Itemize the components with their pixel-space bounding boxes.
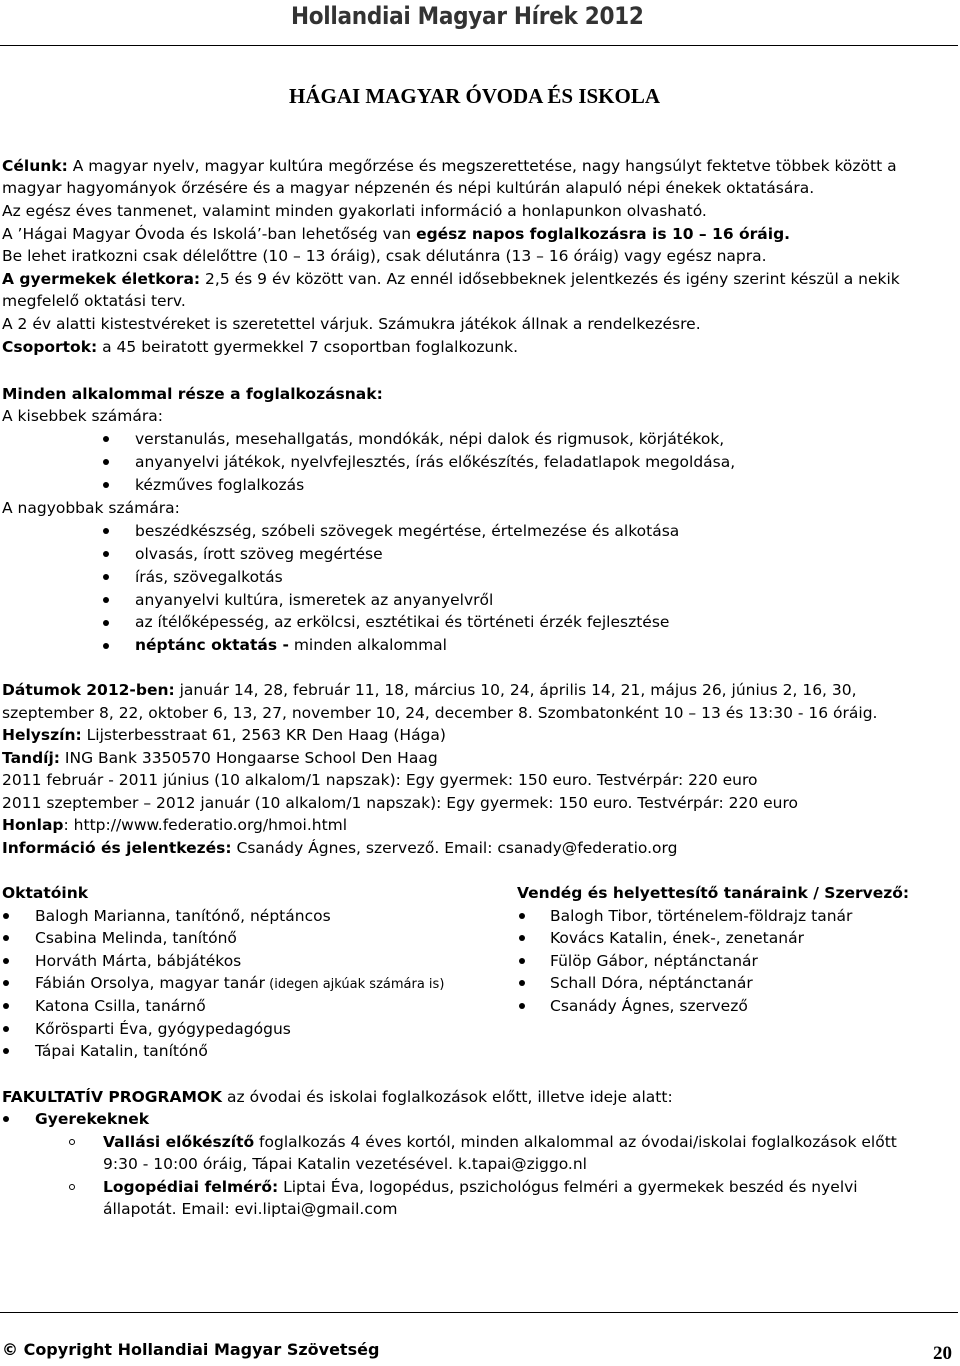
groups-line: Csoportok: a 45 beiratott gyermekkel 7 csoportban foglalkozunk. [2,338,519,356]
footer-divider [0,1312,958,1313]
optional-item-1-line-2: 9:30 - 10:00 óráig, Tápai Katalin vezetésével. k.tapai@ziggo.nl [103,1155,587,1173]
circle-bullet-icon [69,1139,75,1145]
list-item: néptánc oktatás - minden alkalommal [135,636,447,654]
bullet-icon [103,597,109,603]
bullet-icon [103,574,109,580]
guests-heading: Vendég és helyettesítő tanáraink / Szervező: [517,884,910,902]
bullet-icon [519,935,525,941]
teacher-item: Tápai Katalin, tanítónő [35,1042,208,1060]
bullet-icon [103,459,109,465]
list-item: kézműves foglalkozás [135,476,305,494]
list-item: olvasás, írott szöveg megértése [135,545,383,563]
fee-line: Tandíj: ING Bank 3350570 Hongaarse School Den Haag [2,749,438,767]
guest-item: Kovács Katalin, ének-, zenetanár [550,929,804,947]
teacher-item: Kőrösparti Éva, gyógypedagógus [35,1020,291,1038]
small-kids-label: A kisebbek számára: [2,407,163,425]
list-item: az ítélőképesség, az erkölcsi, esztétikai és történeti érzék fejlesztése [135,613,670,631]
circle-bullet-icon [69,1184,75,1190]
website-link[interactable]: : http://www.federatio.org/hmoi.html [63,816,348,834]
age-line: A gyermekek életkora: 2,5 és 9 év között van. Az ennél idősebbeknek jelentkezés és igény szerint készül a nekik [2,270,900,288]
bullet-icon [103,482,109,488]
teacher-item: Fábián Orsolya, magyar tanár (idegen ajkúak számára is) [35,974,445,992]
fee-line-1: 2011 február - 2011 június (10 alkalom/1 napszak): Egy gyermek: 150 euro. Testvérpár: 220 euro [2,771,758,789]
teachers-heading: Oktatóink [2,884,89,902]
enrol-line: Be lehet iratkozni csak délelőttre (10 – 13 óráig), csak délutánra (13 – 16 óráig) vagy egész napra. [2,247,767,265]
bullet-icon [103,528,109,534]
contact-label: Információ és jelentkezés: [2,839,232,857]
goal-label: Célunk: [2,157,68,175]
guest-item: Csanády Ágnes, szervező [550,997,748,1015]
guest-item: Balogh Tibor, történelem-földrajz tanár [550,907,853,925]
bullet-icon [103,436,109,442]
age-label: A gyermekek életkora: [2,270,201,288]
guest-item: Schall Dóra, néptánctanár [550,974,753,992]
dates-label: Dátumok 2012-ben: [2,681,175,699]
bullet-icon [519,913,525,919]
list-item: anyanyelvi játékok, nyelvfejlesztés, írás előkészítés, feladatlapok megoldása, [135,453,736,471]
bullet-icon [3,935,9,941]
list-item: anyanyelvi kultúra, ismeretek az anyanyelvről [135,591,494,609]
bullet-icon [519,1003,525,1009]
bullet-icon [103,643,109,649]
page-number: 20 [933,1343,952,1364]
kids-label: Gyerekeknek [35,1110,150,1128]
list-item: beszédkészség, szóbeli szövegek megértése, értelmezése és alkotása [135,522,680,540]
fullday-line: A ’Hágai Magyar Óvoda és Iskolá’-ban lehetőség van egész napos foglalkozásra is 10 – 16 óráig. [2,225,791,243]
guest-item: Fülöp Gábor, néptánctanár [550,952,758,970]
footer-copyright: © Copyright Hollandiai Magyar Szövetség [2,1340,380,1359]
optional-heading: FAKULTATÍV PROGRAMOK [2,1088,223,1106]
curriculum-line: Az egész éves tanmenet, valamint minden gyakorlati információ a honlapunkon olvasható. [2,202,707,220]
main-title: HÁGAI MAGYAR ÓVODA ÉS ISKOLA [289,84,661,108]
contact-line: Információ és jelentkezés: Csanády Ágnes, szervező. Email: csanady@federatio.org [2,839,678,857]
dates-line-2: szeptember 8, 22, oktober 6, 13, 27, november 10, 24, december 8. Szombatonként 10 – 13 és 13:30 - 16 óráig. [2,704,878,722]
place-label: Helyszín: [2,726,82,744]
teacher-item: Balogh Marianna, tanítónő, néptáncos [35,907,331,925]
optional-heading-line: FAKULTATÍV PROGRAMOK az óvodai és iskolai foglalkozások előtt, illetve ideje alatt: [2,1088,673,1106]
age-line-2: megfelelő oktatási terv. [2,292,186,310]
header-title: Hollandiai Magyar Hírek 2012 [291,2,644,30]
bullet-icon [3,1026,9,1032]
teacher-item: Katona Csilla, tanárnő [35,997,206,1015]
bullet-icon [519,958,525,964]
optional-item-2-line-2: állapotát. Email: evi.liptai@gmail.com [103,1200,398,1218]
bullet-icon [103,620,109,626]
place-line: Helyszín: Lijsterbesstraat 61, 2563 KR Den Haag (Hága) [2,726,446,744]
list-item: írás, szövegalkotás [135,568,283,586]
optional-item-1: Vallási előkészítő foglalkozás 4 éves kortól, minden alkalommal az óvodai/iskolai foglalkozások előtt [103,1133,897,1151]
header-divider [0,45,958,46]
goal-line-2: magyar hagyományok őrzésére és a magyar népzenén és népi kultúrán alapuló népi énekek oktatására. [2,179,815,197]
activities-heading: Minden alkalommal része a foglalkozásnak: [2,385,383,403]
bullet-icon [3,1116,9,1122]
bullet-icon [3,913,9,919]
fee-label: Tandíj: [2,749,60,767]
optional-item-2: Logopédiai felmérő: Liptai Éva, logopédus, pszichológus felméri a gyermekek beszéd és nyelvi [103,1178,858,1196]
siblings-line: A 2 év alatti kistestvéreket is szeretettel várjuk. Számukra játékok állnak a rendelkezésre. [2,315,701,333]
website-line [2,814,347,836]
goal-line-1: Célunk: A magyar nyelv, magyar kultúra megőrzése és megszerettetése, nagy hangsúlyt fektetve többek között a [2,157,897,175]
list-item: verstanulás, mesehallgatás, mondókák, népi dalok és rigmusok, körjátékok, [135,430,725,448]
bullet-icon [3,980,9,986]
teacher-item: Csabina Melinda, tanítónő [35,929,237,947]
bullet-icon [103,551,109,557]
website-label: Honlap [2,816,64,834]
fee-line-2: 2011 szeptember – 2012 január (10 alkalom/1 napszak): Egy gyermek: 150 euro. Testvérpár: 220 euro [2,794,798,812]
bullet-icon [519,980,525,986]
bullet-icon [3,958,9,964]
bullet-icon [3,1003,9,1009]
groups-label: Csoportok: [2,338,98,356]
big-kids-label: A nagyobbak számára: [2,499,180,517]
bullet-icon [3,1048,9,1054]
teacher-item: Horváth Márta, bábjátékos [35,952,242,970]
dates-line: Dátumok 2012-ben: január 14, 28, február 11, 18, március 10, 24, április 14, 21, május 26, június 2, 16, 30, [2,681,857,699]
